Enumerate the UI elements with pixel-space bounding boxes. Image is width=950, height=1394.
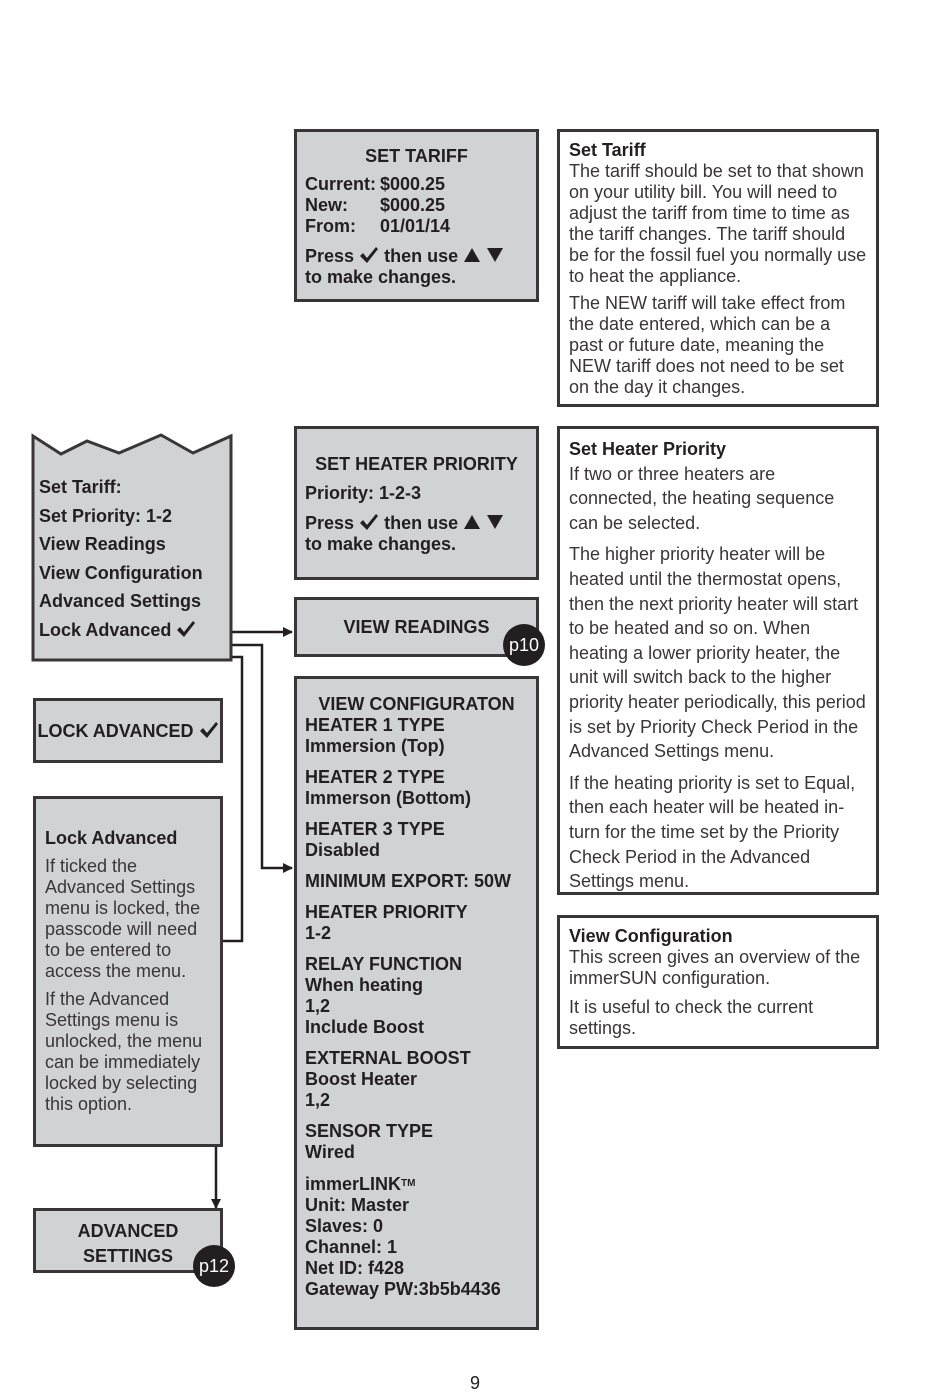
advanced-settings-title-line1: ADVANCED bbox=[77, 1221, 179, 1241]
relay-function-title: RELAY FUNCTION bbox=[305, 954, 463, 974]
menu-item-lock-advanced[interactable] bbox=[39, 616, 229, 645]
view-config-note-p1: This screen gives an overview of the immerSUN configuration. bbox=[569, 947, 861, 988]
set-tariff-screen bbox=[294, 129, 539, 302]
heater1-type-value: Immersion (Top) bbox=[305, 736, 445, 756]
set-tariff-note-heading: Set Tariff bbox=[569, 140, 646, 160]
priority-instruction-line1 bbox=[305, 513, 528, 534]
page-number: 9 bbox=[469, 1373, 480, 1393]
set-priority-note-p2: The higher priority heater will be heated until the thermostat opens, then the next priority heater will start to be heated and so on. When heating a lower priority heater, the unit will switch back to the higher priority heater periodically, this period is set by Priority Check Period in the Advanced Settings menu. bbox=[569, 544, 866, 762]
up-arrow-icon bbox=[463, 247, 481, 263]
down-arrow-icon bbox=[486, 514, 504, 530]
page-ref-badge-p10[interactable]: p10 bbox=[503, 624, 545, 666]
from-label: From: bbox=[305, 216, 356, 236]
press-text: Press bbox=[305, 513, 355, 533]
menu-item-set-priority[interactable]: Set Priority: 1-2 bbox=[39, 505, 173, 526]
current-label: Current: bbox=[305, 174, 376, 194]
view-config-screen bbox=[294, 676, 539, 1330]
immerlink-slaves: Slaves: 0 bbox=[305, 1216, 384, 1236]
then-use-text: then use bbox=[384, 513, 459, 533]
view-readings-title: VIEW READINGS bbox=[343, 617, 490, 637]
lock-advanced-label: LOCK ADVANCED bbox=[37, 721, 194, 741]
then-use-text: then use bbox=[384, 246, 459, 266]
immerlink-title bbox=[305, 1173, 528, 1195]
new-label: New: bbox=[305, 195, 349, 215]
external-boost-line2: 1,2 bbox=[305, 1090, 331, 1110]
current-value: $000.25 bbox=[380, 174, 446, 194]
arrow-to-view-configuration bbox=[231, 645, 292, 868]
set-priority-note-heading: Set Heater Priority bbox=[569, 439, 727, 459]
tariff-instruction-line2: to make changes. bbox=[305, 267, 457, 287]
connector-to-lock-advanced bbox=[222, 657, 242, 941]
tick-icon bbox=[176, 620, 196, 638]
heater-priority-value: 1-2 bbox=[305, 923, 332, 943]
set-priority-note-p1: If two or three heaters are connected, the heating sequence can be selected. bbox=[569, 463, 835, 533]
view-config-title: VIEW CONFIGURATON bbox=[318, 694, 515, 714]
tariff-instruction-line1 bbox=[305, 246, 528, 267]
heater2-type-title: HEATER 2 TYPE bbox=[305, 767, 445, 787]
heater3-type-title: HEATER 3 TYPE bbox=[305, 819, 445, 839]
lock-advanced-note-p2: If the Advanced Settings menu is unlocked, the menu can be immediately locked by selecting this option. bbox=[45, 989, 203, 1114]
set-priority-note-p3: If the heating priority is set to Equal, then each heater will be heated in-turn for the time set by the Priority Check Period in the Advanced Settings menu. bbox=[569, 772, 856, 892]
menu-item-view-readings[interactable]: View Readings bbox=[39, 534, 166, 554]
set-priority-screen bbox=[294, 426, 539, 580]
set-tariff-title: SET TARIFF bbox=[365, 146, 468, 166]
relay-function-line1: When heating bbox=[305, 975, 423, 995]
set-priority-note bbox=[557, 426, 879, 895]
relay-function-line2: 1,2 bbox=[305, 996, 331, 1016]
sensor-type-title: SENSOR TYPE bbox=[305, 1121, 434, 1141]
main-menu bbox=[39, 473, 229, 644]
lock-advanced-note-heading: Lock Advanced bbox=[45, 828, 178, 848]
immerlink-net-id: Net ID: f428 bbox=[305, 1258, 405, 1278]
menu-item-advanced-settings[interactable]: Advanced Settings bbox=[39, 591, 202, 611]
view-config-note bbox=[557, 915, 879, 1049]
menu-item-view-configuration[interactable]: View Configuration bbox=[39, 562, 203, 583]
relay-function-line3: Include Boost bbox=[305, 1017, 425, 1037]
tick-icon bbox=[359, 513, 379, 531]
tariff-new-row bbox=[305, 195, 528, 216]
set-tariff-note bbox=[557, 129, 879, 407]
press-text: Press bbox=[305, 246, 355, 266]
tariff-from-row bbox=[305, 216, 528, 237]
menu-item-set-tariff[interactable]: Set Tariff: bbox=[39, 477, 122, 497]
down-arrow-icon bbox=[486, 247, 504, 263]
heater1-type-title: HEATER 1 TYPE bbox=[305, 715, 445, 735]
immerlink-channel: Channel: 1 bbox=[305, 1237, 398, 1257]
lock-advanced-title bbox=[36, 721, 220, 742]
external-boost-title: EXTERNAL BOOST bbox=[305, 1048, 471, 1068]
tick-icon bbox=[199, 721, 219, 739]
sensor-type-value: Wired bbox=[305, 1142, 355, 1162]
tariff-current-row bbox=[305, 174, 528, 195]
new-value: $000.25 bbox=[380, 195, 446, 215]
view-config-note-p2: It is useful to check the current settings. bbox=[569, 997, 814, 1038]
minimum-export: MINIMUM EXPORT: 50W bbox=[305, 871, 512, 891]
menu-item-lock-advanced-label: Lock Advanced bbox=[39, 619, 172, 640]
immerlink-gateway-pw: Gateway PW:3b5b4436 bbox=[305, 1279, 501, 1299]
lock-advanced-note bbox=[33, 796, 223, 1147]
trademark-mark: TM bbox=[401, 1178, 416, 1189]
view-config-note-heading: View Configuration bbox=[569, 926, 733, 946]
heater-priority-title: HEATER PRIORITY bbox=[305, 902, 468, 922]
priority-line: Priority: 1-2-3 bbox=[305, 483, 422, 503]
from-value: 01/01/14 bbox=[380, 216, 451, 236]
page-ref-badge-p12[interactable]: p12 bbox=[193, 1245, 235, 1287]
external-boost-line1: Boost Heater bbox=[305, 1069, 418, 1089]
immerlink-unit: Unit: Master bbox=[305, 1195, 410, 1215]
set-priority-title: SET HEATER PRIORITY bbox=[315, 454, 518, 474]
lock-advanced-screen[interactable] bbox=[33, 698, 223, 763]
set-tariff-note-p1: The tariff should be set to that shown on your utility bill. You will need to adjust the tariff from time to time as the tariff changes. The tariff should be for the fossil fuel you normally use to heat the appliance. bbox=[569, 161, 867, 286]
set-tariff-note-p2: The NEW tariff will take effect from the date entered, which can be a past or future date, meaning the NEW tariff does not need to be set on the day it changes. bbox=[569, 293, 846, 397]
tick-icon bbox=[359, 246, 379, 264]
lock-advanced-note-p1: If ticked the Advanced Settings menu is locked, the passcode will need to be entered to access the menu. bbox=[45, 856, 201, 981]
priority-instruction-line2: to make changes. bbox=[305, 534, 457, 554]
up-arrow-icon bbox=[463, 514, 481, 530]
immerlink-name: immerLINK bbox=[305, 1174, 402, 1194]
advanced-settings-title-line2: SETTINGS bbox=[82, 1246, 173, 1266]
heater2-type-value: Immerson (Bottom) bbox=[305, 788, 471, 808]
heater3-type-value: Disabled bbox=[305, 840, 381, 860]
